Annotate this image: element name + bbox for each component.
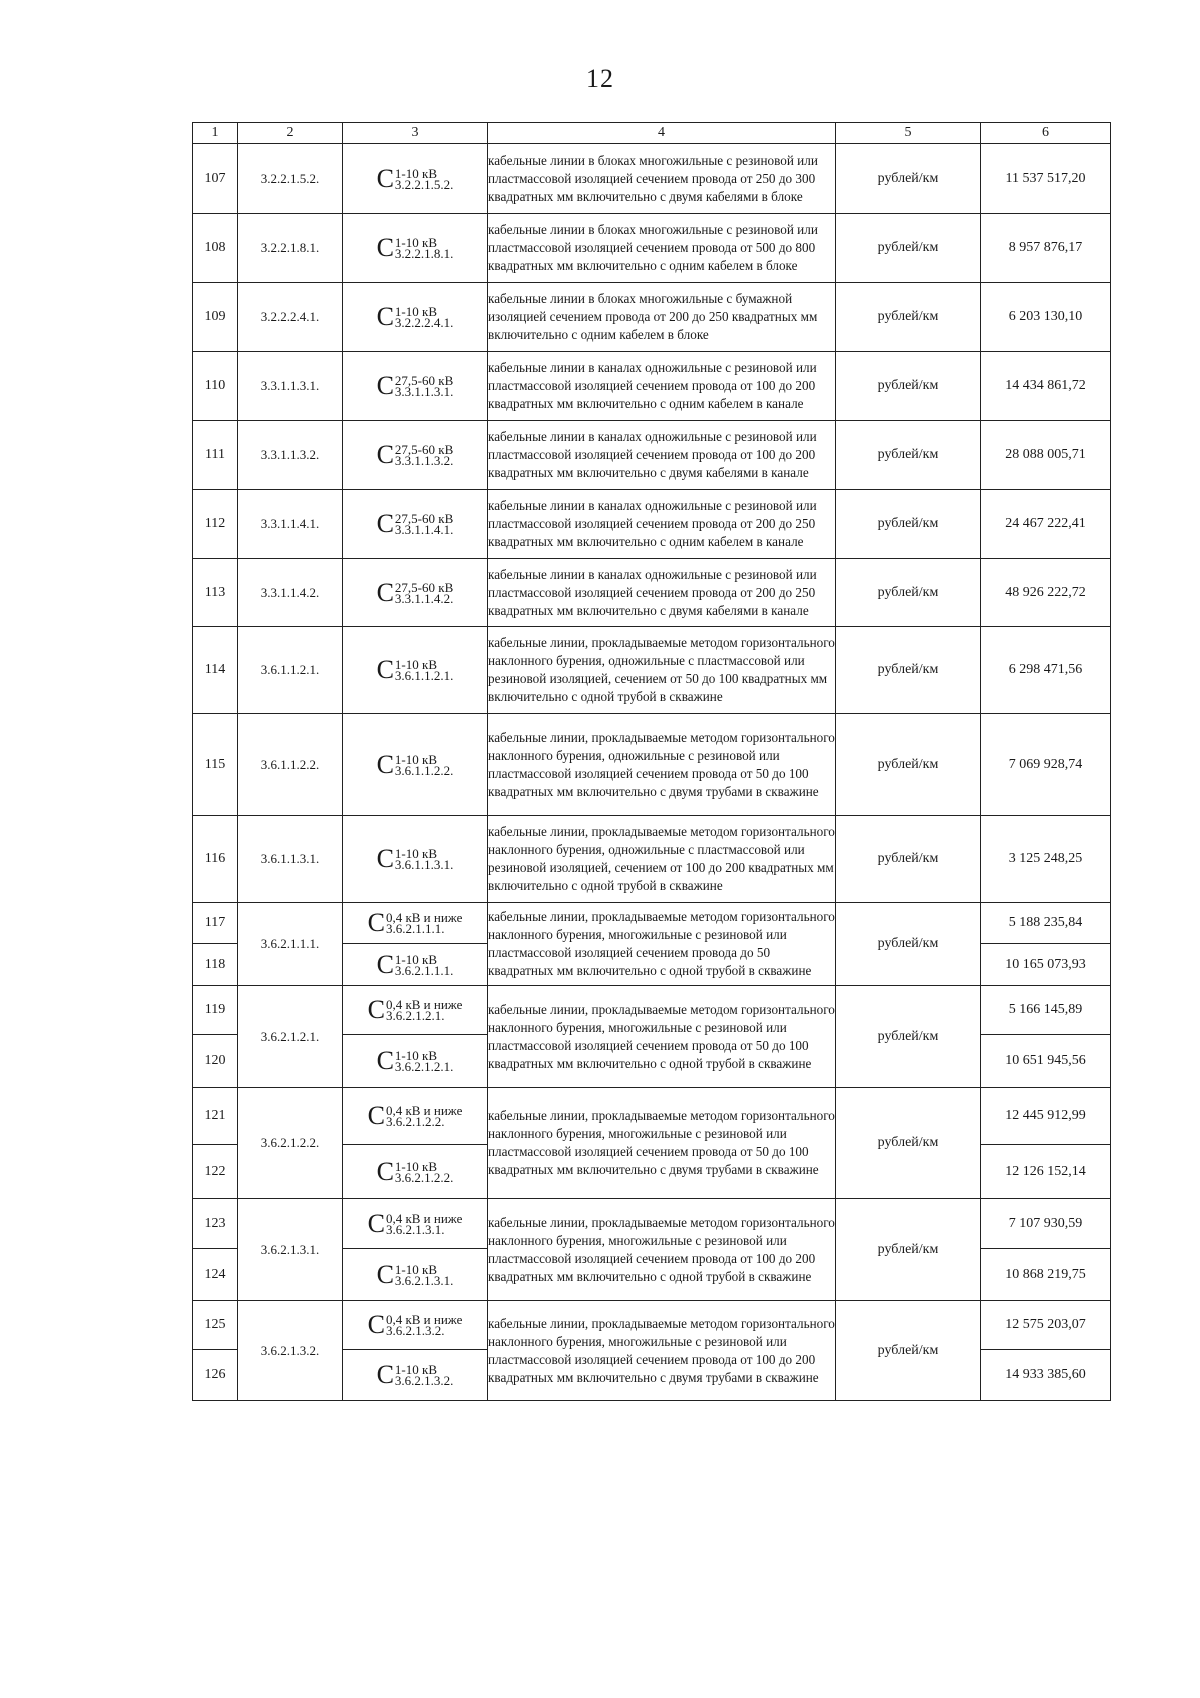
tariff-index	[367, 1208, 463, 1238]
rate-value: 14 933 385,60	[981, 1350, 1111, 1401]
tariff-index-letter: C	[367, 995, 385, 1024]
row-description: кабельные линии, прокладываемые методом горизонтального наклонного бурения, одножильные с резиновой или пластмассовой изоляцией сечением провода от 50 до 100 квадратных мм включительно с двумя трубами в скважине	[488, 714, 836, 816]
row-description: кабельные линии, прокладываемые методом горизонтального наклонного бурения, многожильные с резиновой или пластмассовой изоляцией сечением провода от 50 до 100 квадратных мм включительно с одной трубой в скважине	[488, 986, 836, 1088]
row-description: кабельные линии в каналах одножильные с резиновой или пластмассовой изоляцией сечением провода от 200 до 250 квадратных мм включительно с одним кабелем в канале	[488, 490, 836, 559]
tariff-index-scripts	[395, 511, 454, 537]
tariff-index-code: 3.6.2.1.3.2.	[394, 1373, 454, 1388]
tariff-index-scripts	[395, 952, 454, 978]
tariff-index-voltage: 27,5-60 кВ	[394, 442, 454, 457]
tariff-index-voltage: 1-10 кВ	[394, 1261, 437, 1277]
row-description: кабельные линии, прокладываемые методом горизонтального наклонного бурения, одножильные с пластмассовой или резиновой изоляцией, сечением от 50 до 100 квадратных мм включительно с одной трубой в скважине	[488, 627, 836, 714]
tariff-index	[376, 163, 454, 193]
tariff-index-letter: C	[376, 749, 394, 779]
tariff-index-code: 3.3.1.1.4.1.	[394, 522, 454, 537]
tariff-index-code: 3.6.2.1.3.2.	[385, 1323, 445, 1338]
rate-value: 10 868 219,75	[981, 1249, 1111, 1301]
unit-of-measure: рублей/км	[836, 903, 981, 986]
tariff-index-letter: C	[376, 577, 394, 607]
row-description: кабельные линии, прокладываемые методом горизонтального наклонного бурения, многожильные с резиновой или пластмассовой изоляцией сечением провода от 100 до 200 квадратных мм включительно с двумя трубами в скважине	[488, 1301, 836, 1401]
row-description: кабельные линии в каналах одножильные с резиновой или пластмассовой изоляцией сечением провода от 100 до 200 квадратных мм включительно с одним кабелем в канале	[488, 352, 836, 421]
tariff-index-cell	[343, 1249, 488, 1301]
tariff-index-letter: C	[376, 233, 394, 262]
tariff-index-scripts	[386, 1103, 462, 1129]
measure-code: 3.3.1.1.4.2.	[238, 559, 343, 627]
tariff-index-cell	[343, 1088, 488, 1145]
unit-of-measure: рублей/км	[836, 627, 981, 714]
tariff-index-cell	[343, 816, 488, 903]
header-row	[193, 123, 1111, 144]
row-number: 124	[193, 1249, 238, 1301]
tariff-index-cell	[343, 559, 488, 627]
tariff-index-code: 3.6.1.1.2.1.	[394, 668, 454, 683]
rate-value: 12 126 152,14	[981, 1145, 1111, 1199]
tariff-index-scripts	[395, 580, 454, 606]
table-row	[193, 1301, 1111, 1350]
tariff-index	[377, 304, 454, 330]
tariff-index	[368, 997, 463, 1023]
tariff-index-code: 3.6.2.1.3.1.	[385, 1221, 445, 1237]
tariff-index-scripts	[386, 910, 462, 936]
table-row	[193, 986, 1111, 1035]
page-number: 12	[586, 64, 614, 93]
unit-of-measure: рублей/км	[836, 1199, 981, 1301]
rate-value: 6 298 471,56	[981, 627, 1111, 714]
tariff-index-scripts	[395, 166, 454, 192]
tariff-index-voltage: 1-10 кВ	[394, 846, 437, 861]
measure-code: 3.6.1.1.3.1.	[238, 816, 343, 903]
tariff-index	[368, 1103, 463, 1129]
rate-value: 14 434 861,72	[981, 352, 1111, 421]
tariff-index-voltage: 1-10 кВ	[394, 235, 437, 250]
tariff-index-cell	[343, 1199, 488, 1249]
col-header-5: 5	[836, 123, 981, 144]
tariff-index-letter: C	[376, 1046, 394, 1075]
measure-code: 3.6.2.1.3.2.	[238, 1301, 343, 1401]
rate-value: 8 957 876,17	[981, 214, 1111, 283]
col-header-1: 1	[193, 123, 238, 144]
table-row	[193, 421, 1111, 490]
tariff-index-voltage: 1-10 кВ	[394, 1158, 437, 1174]
tariff-index-letter: C	[376, 509, 394, 538]
row-description: кабельные линии, прокладываемые методом горизонтального наклонного бурения, многожильные с резиновой или пластмассовой изоляцией сечением провода от 50 до 100 квадратных мм включительно с двумя трубами в скважине	[488, 1088, 836, 1199]
tariff-index-voltage: 1-10 кВ	[394, 751, 437, 767]
tariff-index-code: 3.6.2.1.1.1.	[385, 921, 445, 936]
row-description: кабельные линии, прокладываемые методом горизонтального наклонного бурения, многожильные с резиновой или пластмассовой изоляцией сечением провода от 100 до 200 квадратных мм включительно с одной трубой в скважине	[488, 1199, 836, 1301]
rate-value: 6 203 130,10	[981, 283, 1111, 352]
tariff-index-letter: C	[367, 1101, 385, 1130]
tariff-index-voltage: 1-10 кВ	[394, 304, 437, 319]
tariff-index-cell	[343, 214, 488, 283]
table-row	[193, 1088, 1111, 1145]
tariff-index-voltage: 0,4 кВ и ниже	[385, 1103, 463, 1118]
tariff-index-letter: C	[376, 1156, 394, 1186]
tariff-index-letter: C	[367, 1310, 385, 1339]
tariff-index-voltage: 27,5-60 кВ	[394, 511, 454, 526]
tariff-index-scripts	[395, 1362, 454, 1388]
table-header	[193, 123, 1111, 144]
unit-of-measure: рублей/км	[836, 144, 981, 214]
unit-of-measure: рублей/км	[836, 490, 981, 559]
row-number: 125	[193, 1301, 238, 1350]
tariff-index-letter: C	[376, 163, 394, 193]
row-description: кабельные линии, прокладываемые методом горизонтального наклонного бурения, многожильные с резиновой или пластмассовой изоляцией сечением провода до 50 квадратных мм включительно с одной трубой в скважине	[488, 903, 836, 986]
unit-of-measure: рублей/км	[836, 816, 981, 903]
tariff-index-voltage: 1-10 кВ	[394, 1048, 437, 1063]
tariff-index-scripts	[395, 1159, 454, 1185]
tariff-index-cell	[343, 986, 488, 1035]
row-number: 114	[193, 627, 238, 714]
tariff-index	[376, 949, 454, 979]
rate-value: 3 125 248,25	[981, 816, 1111, 903]
rate-value: 5 166 145,89	[981, 986, 1111, 1035]
tariff-index-scripts	[395, 752, 454, 778]
tariff-index-code: 3.2.2.1.5.2.	[394, 176, 454, 192]
tariff-index-voltage: 1-10 кВ	[394, 657, 437, 672]
row-number: 116	[193, 816, 238, 903]
measure-code: 3.6.1.1.2.2.	[238, 714, 343, 816]
tariff-index-scripts	[386, 997, 462, 1023]
unit-of-measure: рублей/км	[836, 1088, 981, 1199]
table-row	[193, 214, 1111, 283]
measure-code: 3.2.2.2.4.1.	[238, 283, 343, 352]
row-number: 110	[193, 352, 238, 421]
row-number: 121	[193, 1088, 238, 1145]
tariff-index-code: 3.6.2.1.3.1.	[394, 1272, 454, 1288]
row-description: кабельные линии в каналах одножильные с резиновой или пластмассовой изоляцией сечением провода от 200 до 250 квадратных мм включительно с двумя кабелями в канале	[488, 559, 836, 627]
tariff-index-code: 3.6.2.1.2.2.	[394, 1169, 454, 1185]
row-number: 126	[193, 1350, 238, 1401]
tariff-index-cell	[343, 1145, 488, 1199]
tariff-index-voltage: 0,4 кВ и ниже	[385, 1210, 463, 1226]
tariff-index-letter: C	[376, 1360, 394, 1389]
row-description: кабельные линии в блоках многожильные с резиновой или пластмассовой изоляцией сечением провода от 250 до 300 квадратных мм включительно с двумя кабелями в блоке	[488, 144, 836, 214]
rate-value: 7 069 928,74	[981, 714, 1111, 816]
tariff-index-code: 3.6.1.1.2.2.	[394, 762, 454, 778]
row-number: 111	[193, 421, 238, 490]
tariff-index-cell	[343, 944, 488, 986]
unit-of-measure: рублей/км	[836, 1301, 981, 1401]
tariff-index	[376, 1259, 454, 1289]
measure-code: 3.3.1.1.3.1.	[238, 352, 343, 421]
tariff-index-scripts	[395, 442, 454, 468]
tariff-index-voltage: 0,4 кВ и ниже	[385, 997, 463, 1012]
tariff-index-voltage: 0,4 кВ и ниже	[385, 910, 463, 925]
tariff-index	[376, 1156, 454, 1186]
rate-value: 12 575 203,07	[981, 1301, 1111, 1350]
tariff-index	[377, 1048, 454, 1074]
tariff-index-code: 3.6.2.1.2.2.	[385, 1114, 445, 1129]
tariff-index-scripts	[395, 304, 454, 330]
tariff-index-scripts	[386, 1312, 462, 1338]
measure-code: 3.2.2.1.8.1.	[238, 214, 343, 283]
tariff-index-letter: C	[367, 908, 385, 937]
unit-of-measure: рублей/км	[836, 986, 981, 1088]
unit-of-measure: рублей/км	[836, 352, 981, 421]
tariff-index-cell	[343, 144, 488, 214]
tariff-index	[377, 235, 454, 261]
tariff-index-letter: C	[376, 949, 394, 979]
tariff-index-code: 3.6.2.1.1.1.	[394, 962, 454, 978]
measure-code: 3.3.1.1.4.1.	[238, 490, 343, 559]
measure-code: 3.6.2.1.1.1.	[238, 903, 343, 986]
table-row	[193, 283, 1111, 352]
row-description: кабельные линии в каналах одножильные с резиновой или пластмассовой изоляцией сечением провода от 100 до 200 квадратных мм включительно с двумя кабелями в канале	[488, 421, 836, 490]
rate-value: 10 651 945,56	[981, 1035, 1111, 1088]
table-row	[193, 144, 1111, 214]
tariff-index	[377, 511, 454, 537]
row-number: 108	[193, 214, 238, 283]
tariff-index-letter: C	[376, 1259, 394, 1289]
col-header-6: 6	[981, 123, 1111, 144]
tariff-index-code: 3.6.2.1.2.1.	[394, 1059, 454, 1074]
tariff-index-code: 3.6.1.1.3.1.	[394, 857, 454, 872]
rate-value: 12 445 912,99	[981, 1088, 1111, 1145]
row-description: кабельные линии в блоках многожильные с бумажной изоляцией сечением провода от 200 до 250 квадратных мм включительно с одним кабелем в блоке	[488, 283, 836, 352]
tariff-index-letter: C	[376, 371, 394, 400]
tariff-index-scripts	[395, 1262, 454, 1288]
row-number: 109	[193, 283, 238, 352]
table-row	[193, 903, 1111, 944]
col-header-2: 2	[238, 123, 343, 144]
tariff-index-scripts	[386, 1211, 462, 1237]
tariff-index-cell	[343, 903, 488, 944]
tariff-index-cell	[343, 421, 488, 490]
tariff-index-code: 3.3.1.1.4.2.	[394, 590, 454, 606]
tariff-index-cell	[343, 714, 488, 816]
tariff-index-letter: C	[376, 302, 394, 331]
table-row	[193, 627, 1111, 714]
col-header-3: 3	[343, 123, 488, 144]
tariff-index-code: 3.3.1.1.3.1.	[394, 384, 454, 399]
tariff-index-voltage: 27,5-60 кВ	[394, 579, 454, 595]
table-row	[193, 559, 1111, 627]
rate-value: 7 107 930,59	[981, 1199, 1111, 1249]
tariff-index	[377, 442, 454, 468]
unit-of-measure: рублей/км	[836, 214, 981, 283]
tariff-index-voltage: 1-10 кВ	[394, 951, 437, 967]
table-row	[193, 490, 1111, 559]
unit-of-measure: рублей/км	[836, 559, 981, 627]
tariff-index-cell	[343, 490, 488, 559]
row-number: 122	[193, 1145, 238, 1199]
unit-of-measure: рублей/км	[836, 714, 981, 816]
tariff-index-scripts	[395, 1048, 454, 1074]
tariff-index	[377, 846, 454, 872]
measure-code: 3.3.1.1.3.2.	[238, 421, 343, 490]
tariff-index	[377, 373, 454, 399]
tariff-index	[376, 577, 454, 607]
row-description: кабельные линии в блоках многожильные с резиновой или пластмассовой изоляцией сечением провода от 500 до 800 квадратных мм включительно с одним кабелем в блоке	[488, 214, 836, 283]
row-number: 117	[193, 903, 238, 944]
tariff-index-letter: C	[367, 1208, 385, 1238]
tariff-index-code: 3.2.2.1.8.1.	[394, 246, 454, 261]
tariff-index-voltage: 0,4 кВ и ниже	[385, 1312, 463, 1327]
tariff-index-code: 3.2.2.2.4.1.	[394, 315, 454, 330]
col-header-4: 4	[488, 123, 836, 144]
table-row	[193, 816, 1111, 903]
measure-code: 3.6.1.1.2.1.	[238, 627, 343, 714]
tariff-index-scripts	[395, 846, 454, 872]
row-number: 107	[193, 144, 238, 214]
tariff-index	[368, 910, 463, 936]
row-number: 120	[193, 1035, 238, 1088]
tariff-index-letter: C	[376, 844, 394, 873]
table-row	[193, 352, 1111, 421]
tariff-index-voltage: 27,5-60 кВ	[394, 373, 454, 388]
tariff-index	[376, 749, 454, 779]
tariff-index-cell	[343, 1350, 488, 1401]
rate-value: 24 467 222,41	[981, 490, 1111, 559]
rate-value: 11 537 517,20	[981, 144, 1111, 214]
tariff-index-cell	[343, 1301, 488, 1350]
tariff-index	[377, 1362, 454, 1388]
table-row	[193, 1199, 1111, 1249]
row-number: 115	[193, 714, 238, 816]
rate-value: 10 165 073,93	[981, 944, 1111, 986]
row-number: 119	[193, 986, 238, 1035]
tariff-index	[377, 657, 454, 683]
row-number: 113	[193, 559, 238, 627]
tariff-index-scripts	[395, 657, 454, 683]
tariff-table	[192, 122, 1111, 1401]
unit-of-measure: рублей/км	[836, 283, 981, 352]
tariff-index-scripts	[395, 235, 454, 261]
rate-value: 28 088 005,71	[981, 421, 1111, 490]
tariff-index	[368, 1312, 463, 1338]
tariff-index-letter: C	[376, 655, 394, 684]
measure-code: 3.6.2.1.2.2.	[238, 1088, 343, 1199]
tariff-index-voltage: 1-10 кВ	[394, 1362, 437, 1377]
measure-code: 3.2.2.1.5.2.	[238, 144, 343, 214]
tariff-index-cell	[343, 352, 488, 421]
row-number: 118	[193, 944, 238, 986]
rate-value: 5 188 235,84	[981, 903, 1111, 944]
tariff-index-voltage: 1-10 кВ	[394, 165, 437, 181]
row-description: кабельные линии, прокладываемые методом горизонтального наклонного бурения, одножильные с пластмассовой или резиновой изоляцией, сечением от 100 до 200 квадратных мм включительно с одной трубой в скважине	[488, 816, 836, 903]
tariff-index-letter: C	[376, 440, 394, 469]
tariff-index-scripts	[395, 373, 454, 399]
tariff-index-cell	[343, 627, 488, 714]
unit-of-measure: рублей/км	[836, 421, 981, 490]
tariff-index-cell	[343, 283, 488, 352]
tariff-index-cell	[343, 1035, 488, 1088]
rate-value: 48 926 222,72	[981, 559, 1111, 627]
table-row	[193, 714, 1111, 816]
row-number: 123	[193, 1199, 238, 1249]
table-body	[193, 144, 1111, 1401]
tariff-index-code: 3.6.2.1.2.1.	[385, 1008, 445, 1023]
measure-code: 3.6.2.1.3.1.	[238, 1199, 343, 1301]
tariff-index-code: 3.3.1.1.3.2.	[394, 453, 454, 468]
measure-code: 3.6.2.1.2.1.	[238, 986, 343, 1088]
row-number: 112	[193, 490, 238, 559]
